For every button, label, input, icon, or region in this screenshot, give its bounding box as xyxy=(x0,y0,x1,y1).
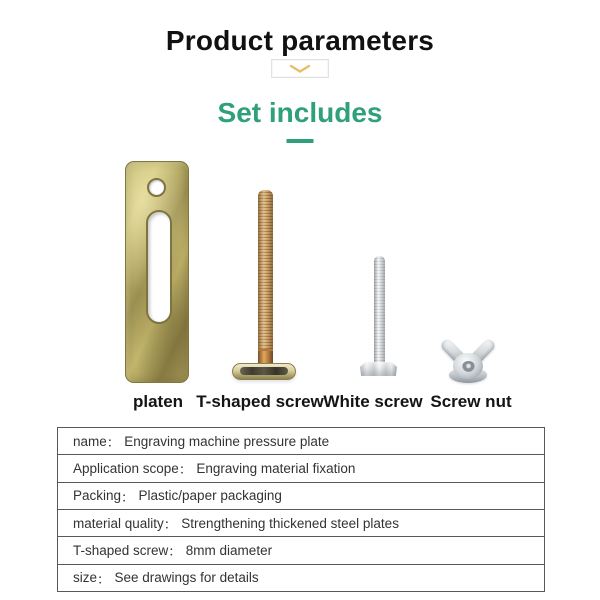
white-screw-threaded-shaft xyxy=(374,256,385,364)
spec-value: Plastic/paper packaging xyxy=(138,488,282,504)
spec-label: size xyxy=(73,570,98,586)
spec-separator: ： xyxy=(178,462,193,478)
platen-hole xyxy=(147,178,166,197)
spec-separator: ： xyxy=(97,571,111,587)
white-screw-hex-head xyxy=(360,362,397,376)
section-heading-underline xyxy=(287,139,314,143)
t-screw-threaded-shaft xyxy=(258,190,273,351)
chevron-down-icon xyxy=(288,64,312,74)
spec-label: name xyxy=(73,433,107,449)
product-label-white-screw: White screw xyxy=(323,392,423,411)
screw-nut-image xyxy=(432,338,504,385)
product-label-t-shaped-screw: T-shaped screw xyxy=(196,392,324,411)
spec-separator: ： xyxy=(168,544,182,560)
t-screw-base-plate xyxy=(232,363,296,380)
platen-slot xyxy=(146,210,172,324)
spec-value: Strengthening thickened steel plates xyxy=(181,515,399,531)
table-row-application-scope xyxy=(58,454,544,481)
section-heading: Set includes xyxy=(217,97,383,128)
wing-nut-hub xyxy=(453,353,483,379)
product-label-screw-nut: Screw nut xyxy=(430,392,512,411)
t-screw-base-top-face xyxy=(240,367,288,375)
table-row-t-shaped-screw xyxy=(58,536,544,563)
spec-label: Packing xyxy=(73,488,122,504)
table-row-material-quality xyxy=(58,509,544,536)
spec-value: 8mm diameter xyxy=(185,542,273,558)
spec-value: Engraving material fixation xyxy=(196,460,356,476)
spec-label: T-shaped screw xyxy=(73,542,169,558)
spec-table xyxy=(57,427,545,592)
table-row-name xyxy=(58,428,544,454)
platen-image xyxy=(125,161,189,383)
spec-separator: ： xyxy=(106,435,121,451)
spec-value: Engraving machine pressure plate xyxy=(124,433,330,449)
table-row-size xyxy=(58,564,544,591)
expand-button[interactable] xyxy=(271,59,329,78)
t-screw-collar xyxy=(258,349,273,364)
spec-label: material quality xyxy=(73,515,164,531)
wing-nut-threaded-hole xyxy=(462,361,475,372)
spec-separator: ： xyxy=(121,489,135,505)
product-label-platen: platen xyxy=(132,392,184,411)
spec-label: Application scope xyxy=(73,460,179,476)
spec-separator: ： xyxy=(163,517,178,533)
spec-value: See drawings for details xyxy=(114,570,259,586)
page-title: Product parameters xyxy=(165,25,435,56)
table-row-packing xyxy=(58,482,544,509)
